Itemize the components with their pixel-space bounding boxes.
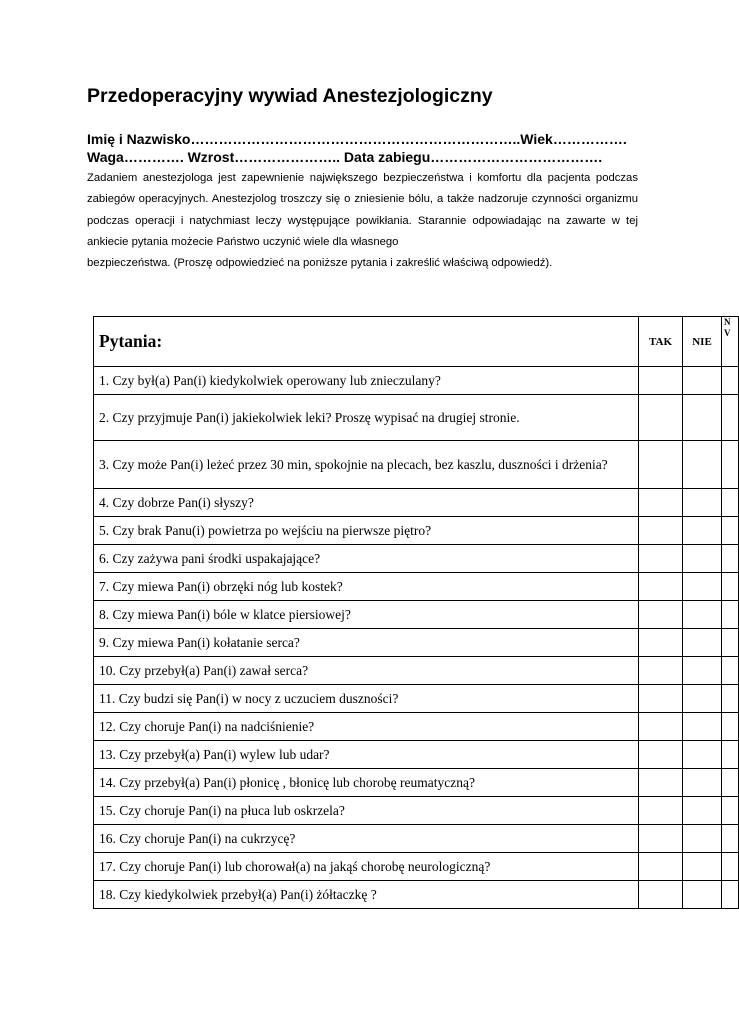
no-answer-cell[interactable] xyxy=(683,713,722,741)
extra-answer-cell[interactable] xyxy=(722,881,739,909)
yes-answer-cell[interactable] xyxy=(639,769,683,797)
no-answer-cell[interactable] xyxy=(683,545,722,573)
question-text: 6. Czy zażywa pani środki uspakajające? xyxy=(94,545,639,573)
no-answer-cell[interactable] xyxy=(683,853,722,881)
no-answer-cell[interactable] xyxy=(683,629,722,657)
question-text: 4. Czy dobrze Pan(i) słyszy? xyxy=(94,489,639,517)
yes-answer-cell[interactable] xyxy=(639,797,683,825)
no-answer-cell[interactable] xyxy=(683,573,722,601)
no-answer-cell[interactable] xyxy=(683,881,722,909)
question-text: 3. Czy może Pan(i) leżeć przez 30 min, spokojnie na plecach, bez kaszlu, duszności i drżenia? xyxy=(94,441,639,489)
no-column-header: NIE xyxy=(683,317,722,367)
question-text: 12. Czy choruje Pan(i) na nadciśnienie? xyxy=(94,713,639,741)
question-text: 7. Czy miewa Pan(i) obrzęki nóg lub kostek? xyxy=(94,573,639,601)
no-answer-cell[interactable] xyxy=(683,825,722,853)
extra-answer-cell[interactable] xyxy=(722,517,739,545)
intro-text: Zadaniem anestezjologa jest zapewnienie największego bezpieczeństwa i komfortu dla pacjenta podczas zabiegów operacyjnych. Anestezjolog troszczy się o zniesienie bólu, a także nadzoruje czynności organizmu podczas operacji i natychmiast leczy występujące powikłania. Starannie odpowiadając na zawarte w tej ankiecie pytania możecie Państwo uczynić wiele dla własnego xyxy=(87,172,638,248)
table-row xyxy=(94,601,739,629)
question-text: 13. Czy przebył(a) Pan(i) wylew lub udar? xyxy=(94,741,639,769)
extra-answer-cell[interactable] xyxy=(722,825,739,853)
table-row xyxy=(94,545,739,573)
intro-text-last-line: bezpieczeństwa. (Proszę odpowiedzieć na poniższe pytania i zakreślić właściwą odpowiedź). xyxy=(87,257,553,270)
yes-answer-cell[interactable] xyxy=(639,395,683,441)
questions-body xyxy=(94,367,739,909)
table-row xyxy=(94,853,739,881)
yes-answer-cell[interactable] xyxy=(639,853,683,881)
intro-paragraph xyxy=(87,168,638,274)
name-age-field-line: Imię i Nazwisko……………………………………………………………..Wiek……………. xyxy=(87,131,627,147)
yes-answer-cell[interactable] xyxy=(639,657,683,685)
table-row xyxy=(94,573,739,601)
extra-answer-cell[interactable] xyxy=(722,685,739,713)
question-text: 8. Czy miewa Pan(i) bóle w klatce piersiowej? xyxy=(94,601,639,629)
table-row xyxy=(94,741,739,769)
no-answer-cell[interactable] xyxy=(683,769,722,797)
table-row xyxy=(94,685,739,713)
yes-answer-cell[interactable] xyxy=(639,489,683,517)
extra-answer-cell[interactable] xyxy=(722,853,739,881)
table-row xyxy=(94,797,739,825)
question-text: 11. Czy budzi się Pan(i) w nocy z uczuciem duszności? xyxy=(94,685,639,713)
yes-answer-cell[interactable] xyxy=(639,517,683,545)
extra-answer-cell[interactable] xyxy=(722,741,739,769)
yes-answer-cell[interactable] xyxy=(639,741,683,769)
extra-answer-cell[interactable] xyxy=(722,713,739,741)
no-answer-cell[interactable] xyxy=(683,601,722,629)
question-text: 10. Czy przebył(a) Pan(i) zawał serca? xyxy=(94,657,639,685)
questionnaire-table xyxy=(93,316,739,909)
no-answer-cell[interactable] xyxy=(683,367,722,395)
extra-answer-cell[interactable] xyxy=(722,545,739,573)
extra-answer-cell[interactable] xyxy=(722,629,739,657)
extra-answer-cell[interactable] xyxy=(722,601,739,629)
yes-answer-cell[interactable] xyxy=(639,825,683,853)
extra-answer-cell[interactable] xyxy=(722,367,739,395)
page-title: Przedoperacyjny wywiad Anestezjologiczny xyxy=(87,85,493,107)
question-text: 16. Czy choruje Pan(i) na cukrzycę? xyxy=(94,825,639,853)
question-text: 2. Czy przyjmuje Pan(i) jakiekolwiek leki? Proszę wypisać na drugiej stronie. xyxy=(94,395,639,441)
no-answer-cell[interactable] xyxy=(683,657,722,685)
table-row xyxy=(94,769,739,797)
table-row xyxy=(94,825,739,853)
extra-answer-cell[interactable] xyxy=(722,395,739,441)
no-answer-cell[interactable] xyxy=(683,489,722,517)
extra-answer-cell[interactable] xyxy=(722,573,739,601)
question-text: 15. Czy choruje Pan(i) na płuca lub oskrzela? xyxy=(94,797,639,825)
table-row xyxy=(94,881,739,909)
extra-answer-cell[interactable] xyxy=(722,441,739,489)
table-row xyxy=(94,367,739,395)
question-text: 1. Czy był(a) Pan(i) kiedykolwiek operowany lub znieczulany? xyxy=(94,367,639,395)
yes-answer-cell[interactable] xyxy=(639,601,683,629)
yes-answer-cell[interactable] xyxy=(639,881,683,909)
table-row xyxy=(94,713,739,741)
yes-answer-cell[interactable] xyxy=(639,685,683,713)
question-text: 18. Czy kiedykolwiek przebył(a) Pan(i) żółtaczkę ? xyxy=(94,881,639,909)
questions-column-header: Pytania: xyxy=(94,317,639,367)
no-answer-cell[interactable] xyxy=(683,685,722,713)
yes-answer-cell[interactable] xyxy=(639,573,683,601)
no-answer-cell[interactable] xyxy=(683,441,722,489)
yes-answer-cell[interactable] xyxy=(639,629,683,657)
question-text: 17. Czy choruje Pan(i) lub chorował(a) na jakąś chorobę neurologiczną? xyxy=(94,853,639,881)
yes-answer-cell[interactable] xyxy=(639,441,683,489)
no-answer-cell[interactable] xyxy=(683,797,722,825)
question-text: 14. Czy przebył(a) Pan(i) płonicę , błonicę lub chorobę reumatyczną? xyxy=(94,769,639,797)
table-row xyxy=(94,395,739,441)
extra-answer-cell[interactable] xyxy=(722,489,739,517)
table-row xyxy=(94,441,739,489)
question-text: 9. Czy miewa Pan(i) kołatanie serca? xyxy=(94,629,639,657)
no-answer-cell[interactable] xyxy=(683,395,722,441)
weight-height-date-field-line: Waga…………. Wzrost………………….. Data zabiegu………………………………. xyxy=(87,149,603,165)
extra-answer-cell[interactable] xyxy=(722,769,739,797)
no-answer-cell[interactable] xyxy=(683,517,722,545)
question-text: 5. Czy brak Panu(i) powietrza po wejściu na pierwsze piętro? xyxy=(94,517,639,545)
extra-answer-cell[interactable] xyxy=(722,657,739,685)
table-row xyxy=(94,517,739,545)
extra-answer-cell[interactable] xyxy=(722,797,739,825)
table-header-row xyxy=(94,317,739,367)
cut-off-column-header: N V xyxy=(722,317,739,367)
no-answer-cell[interactable] xyxy=(683,741,722,769)
table-row xyxy=(94,629,739,657)
yes-column-header: TAK xyxy=(639,317,683,367)
yes-answer-cell[interactable] xyxy=(639,367,683,395)
yes-answer-cell[interactable] xyxy=(639,713,683,741)
yes-answer-cell[interactable] xyxy=(639,545,683,573)
table-row xyxy=(94,657,739,685)
table-row xyxy=(94,489,739,517)
